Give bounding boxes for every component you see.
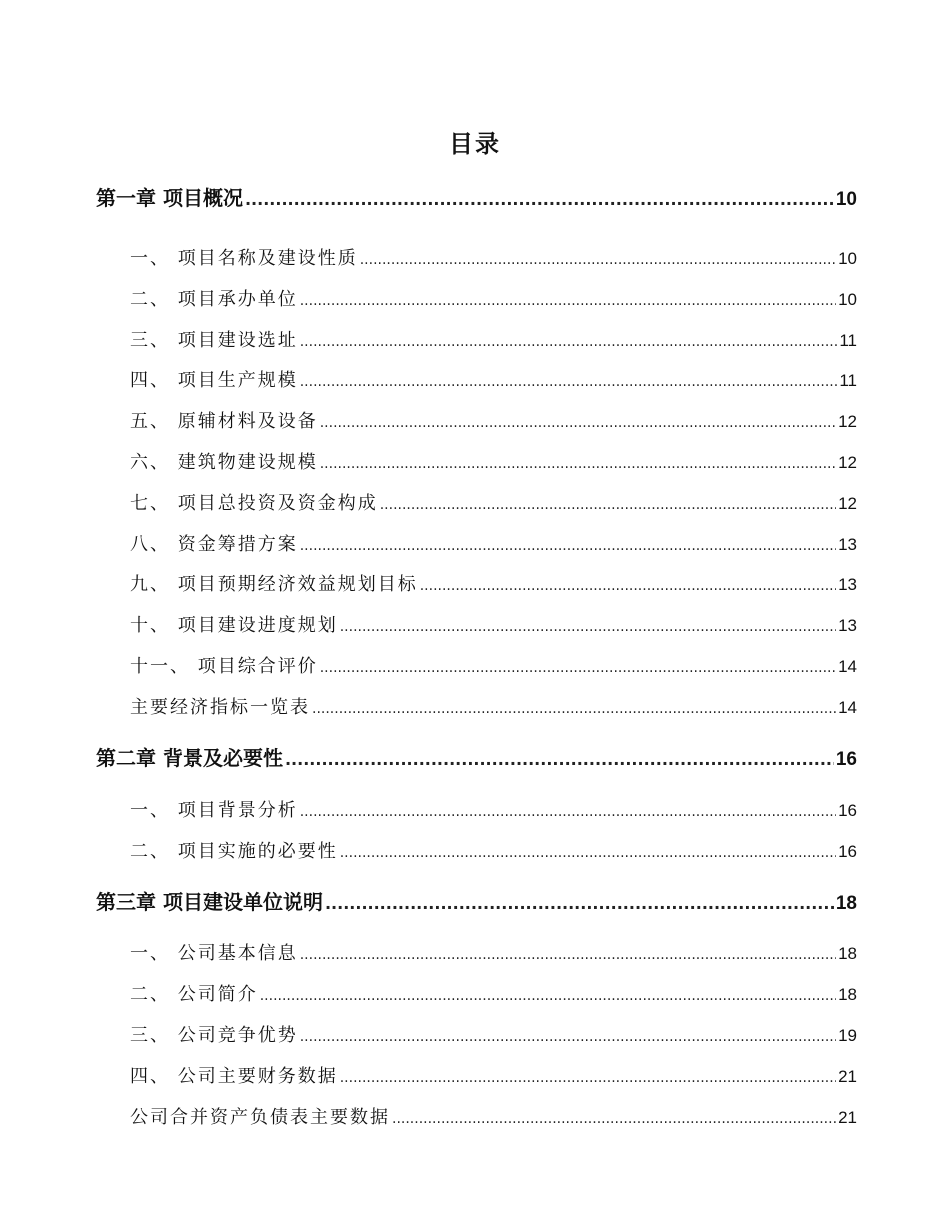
toc-entry-section[interactable]: [130, 837, 857, 863]
toc-entry-section[interactable]: [130, 489, 857, 515]
toc-entry-section[interactable]: [130, 652, 857, 678]
toc-entry-page: 21: [838, 1108, 857, 1127]
toc-entry-section[interactable]: [130, 570, 857, 596]
toc-entry-chapter-3[interactable]: [96, 886, 857, 914]
toc-entry-section[interactable]: [130, 530, 857, 556]
dot-leader: [380, 497, 836, 513]
toc-entry-label: 八、 资金筹措方案: [130, 534, 298, 555]
dot-leader: [312, 701, 836, 717]
toc-entry-label: 九、 项目预期经济效益规划目标: [130, 574, 418, 595]
toc-entry-section[interactable]: [130, 366, 857, 392]
toc-entry-page: 13: [838, 575, 857, 594]
toc-entry-page: 19: [838, 1026, 857, 1045]
dot-leader: [285, 750, 834, 769]
toc-entry-page: 18: [838, 985, 857, 1004]
dot-leader: [392, 1111, 836, 1127]
toc-entry-label: 十、 项目建设进度规划: [130, 615, 338, 636]
toc-entry-label: 十一、 项目综合评价: [130, 656, 318, 677]
toc-entry-chapter-2[interactable]: [96, 742, 857, 770]
toc-entry-section[interactable]: [130, 796, 857, 822]
toc-entry-section[interactable]: [130, 980, 857, 1006]
toc-entry-page: 10: [835, 189, 857, 210]
dot-leader: [300, 334, 838, 350]
toc-entry-page: 12: [838, 412, 857, 431]
toc-entry-page: 11: [839, 331, 857, 350]
toc-entry-page: 12: [838, 494, 857, 513]
toc-entry-page: 21: [838, 1067, 857, 1086]
toc-entry-page: 10: [838, 290, 857, 309]
toc-entry-page: 14: [838, 698, 857, 717]
toc-entry-label: 一、 项目名称及建设性质: [130, 248, 358, 269]
toc-entry-label: 四、 公司主要财务数据: [130, 1066, 338, 1087]
toc-entry-label: 公司合并资产负债表主要数据: [130, 1107, 390, 1128]
toc-entry-page: 13: [838, 535, 857, 554]
dot-leader: [320, 456, 836, 472]
dot-leader: [260, 988, 836, 1004]
toc-entry-section[interactable]: [130, 244, 857, 270]
toc-entry-section[interactable]: [130, 1062, 857, 1088]
dot-leader: [300, 947, 836, 963]
dot-leader: [420, 578, 836, 594]
toc-entry-section[interactable]: [130, 1103, 857, 1129]
toc-entry-label: 主要经济指标一览表: [130, 697, 310, 718]
toc-entry-section[interactable]: [130, 693, 857, 719]
toc-entry-chapter-1[interactable]: [96, 182, 857, 210]
toc-entry-section[interactable]: [130, 1021, 857, 1047]
toc-entry-label: 一、 公司基本信息: [130, 943, 298, 964]
toc-entry-section[interactable]: [130, 939, 857, 965]
toc-entry-page: 12: [838, 453, 857, 472]
dot-leader: [300, 538, 836, 554]
dot-leader: [300, 374, 838, 390]
toc-entry-page: 14: [838, 657, 857, 676]
dot-leader: [360, 252, 836, 268]
toc-entry-section[interactable]: [130, 326, 857, 352]
toc-entry-page: 16: [838, 842, 857, 861]
toc-entry-page: 13: [838, 616, 857, 635]
toc-entry-label: 第二章 背景及必要性: [96, 746, 283, 770]
toc-entry-page: 10: [838, 249, 857, 268]
dot-leader: [245, 190, 834, 209]
toc-entry-label: 六、 建筑物建设规模: [130, 452, 318, 473]
toc-entry-label: 七、 项目总投资及资金构成: [130, 493, 378, 514]
toc-entry-label: 第三章 项目建设单位说明: [96, 890, 323, 914]
toc-entry-label: 三、 项目建设选址: [130, 330, 298, 351]
dot-leader: [300, 804, 836, 820]
toc-entry-label: 第一章 项目概况: [96, 186, 243, 210]
dot-leader: [340, 619, 836, 635]
toc-entry-label: 二、 项目承办单位: [130, 289, 298, 310]
dot-leader: [300, 293, 836, 309]
toc-entry-section[interactable]: [130, 611, 857, 637]
toc-entry-label: 二、 项目实施的必要性: [130, 841, 338, 862]
toc-entry-page: 16: [838, 801, 857, 820]
dot-leader: [320, 415, 836, 431]
toc-entry-label: 三、 公司竞争优势: [130, 1025, 298, 1046]
toc-title: 目录: [449, 130, 501, 158]
dot-leader: [320, 660, 836, 676]
toc-entry-section[interactable]: [130, 285, 857, 311]
toc-entry-section[interactable]: [130, 407, 857, 433]
toc-entry-page: 16: [835, 749, 857, 770]
toc-entry-label: 二、 公司简介: [130, 984, 258, 1005]
dot-leader: [325, 894, 834, 913]
toc-entry-page: 11: [839, 371, 857, 390]
toc-entry-label: 四、 项目生产规模: [130, 370, 298, 391]
dot-leader: [340, 845, 836, 861]
toc-entry-label: 五、 原辅材料及设备: [130, 411, 318, 432]
dot-leader: [300, 1029, 836, 1045]
toc-entry-page: 18: [838, 944, 857, 963]
dot-leader: [340, 1070, 836, 1086]
toc-entry-section[interactable]: [130, 448, 857, 474]
toc-entry-label: 一、 项目背景分析: [130, 800, 298, 821]
toc-entry-page: 18: [835, 893, 857, 914]
